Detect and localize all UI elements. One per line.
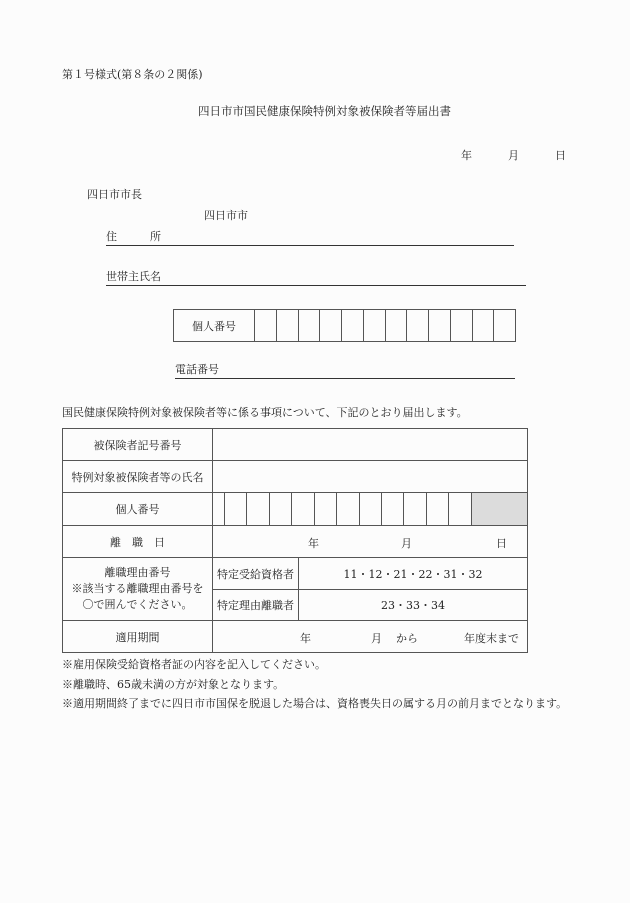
applicant-city: 四日市市 [204, 209, 248, 222]
applicant-personal-number-digit[interactable] [494, 310, 516, 342]
reason-codes[interactable]: 23・33・34 [299, 590, 528, 621]
application-period-field[interactable] [213, 621, 528, 653]
applicant-personal-number-digit[interactable] [342, 310, 364, 342]
phone-label: 電話番号 [175, 363, 219, 376]
insured-personal-number-digit[interactable] [213, 493, 224, 525]
applicant-personal-number-digit[interactable] [320, 310, 342, 342]
note-1: ※雇用保険受給資格者証の内容を記入してください。 [62, 658, 326, 671]
applicant-personal-number-digit[interactable] [472, 310, 494, 342]
insured-personal-number-digit[interactable] [314, 493, 336, 525]
date-month-label: 月 [508, 149, 519, 162]
details-table [62, 428, 528, 653]
form-title: 四日市市国民健康保険特例対象被保険者等届出書 [198, 104, 451, 118]
insured-personal-number-digit[interactable] [449, 493, 472, 525]
insured-number-label: 被保険者記号番号 [63, 429, 213, 461]
application-period-label: 適用期間 [63, 621, 213, 653]
period-year-label: 年 [300, 632, 311, 645]
insured-name-label: 特例対象被保険者等の氏名 [63, 461, 213, 493]
address-field[interactable] [106, 229, 514, 246]
separation-reason-instruction-2: 〇で囲んでください。 [82, 598, 193, 611]
insured-personal-number-digit[interactable] [426, 493, 448, 525]
reason-category-label: 特定理由離職者 [213, 590, 299, 621]
separation-month-label: 月 [401, 537, 412, 550]
applicant-personal-number-box [173, 309, 516, 342]
applicant-personal-number-digit[interactable] [429, 310, 451, 342]
intro-text: 国民健康保険特例対象被保険者等に係る事項について、下記のとおり届出します。 [62, 406, 468, 419]
insured-name-field[interactable] [213, 461, 528, 493]
applicant-personal-number-digit[interactable] [363, 310, 385, 342]
applicant-personal-number-digit[interactable] [276, 310, 298, 342]
householder-name-field[interactable] [106, 269, 526, 286]
insured-personal-number-digit[interactable] [269, 493, 291, 525]
personal-number-unused-cell [472, 493, 528, 525]
separation-reason-title: 離職理由番号 [104, 566, 171, 579]
insured-personal-number-digit[interactable] [224, 493, 246, 525]
insured-number-field[interactable] [213, 429, 528, 461]
insured-personal-number-digit[interactable] [337, 493, 359, 525]
addressee: 四日市市長 [87, 188, 142, 201]
address-label: 住 所 [106, 230, 161, 243]
date-day-label: 日 [555, 149, 566, 162]
insured-personal-number-digit[interactable] [292, 493, 314, 525]
form-number: 第１号様式(第８条の２関係) [62, 68, 203, 81]
applicant-personal-number-digit[interactable] [407, 310, 429, 342]
date-year-label: 年 [461, 149, 472, 162]
insured-personal-number-digit[interactable] [359, 493, 381, 525]
separation-date-label: 離 職 日 [63, 526, 213, 558]
separation-reason-instruction-1: ※該当する離職理由番号を [71, 582, 204, 595]
insured-personal-number-digit[interactable] [404, 493, 426, 525]
period-from-label: から [396, 632, 418, 645]
applicant-personal-number-digit[interactable] [298, 310, 320, 342]
separation-year-label: 年 [308, 537, 319, 550]
insured-personal-number-digit[interactable] [382, 493, 404, 525]
reason-category-label: 特定受給資格者 [213, 558, 299, 590]
personal-number-cells [213, 493, 527, 525]
insured-personal-number-field [213, 493, 528, 526]
applicant-personal-number-digit[interactable] [255, 310, 277, 342]
householder-name-label: 世帯主氏名 [106, 270, 161, 283]
period-until-label: 年度末まで [464, 632, 519, 645]
applicant-personal-number-digit[interactable] [385, 310, 407, 342]
separation-day-label: 日 [496, 537, 507, 550]
applicant-personal-number-label: 個人番号 [174, 310, 255, 342]
insured-personal-number-label: 個人番号 [63, 493, 213, 526]
phone-field[interactable] [175, 362, 515, 379]
insured-personal-number-digit[interactable] [247, 493, 269, 525]
period-month-label: 月 [371, 632, 382, 645]
applicant-personal-number-digit[interactable] [450, 310, 472, 342]
reason-codes[interactable]: 11・12・21・22・31・32 [299, 558, 528, 590]
note-3: ※適用期間終了までに四日市市国保を脱退した場合は、資格喪失日の属する月の前月までとなります。 [62, 697, 568, 710]
separation-reason-label [63, 558, 213, 621]
note-2: ※離職時、65歳未満の方が対象となります。 [62, 678, 285, 691]
separation-date-field[interactable] [213, 526, 528, 558]
